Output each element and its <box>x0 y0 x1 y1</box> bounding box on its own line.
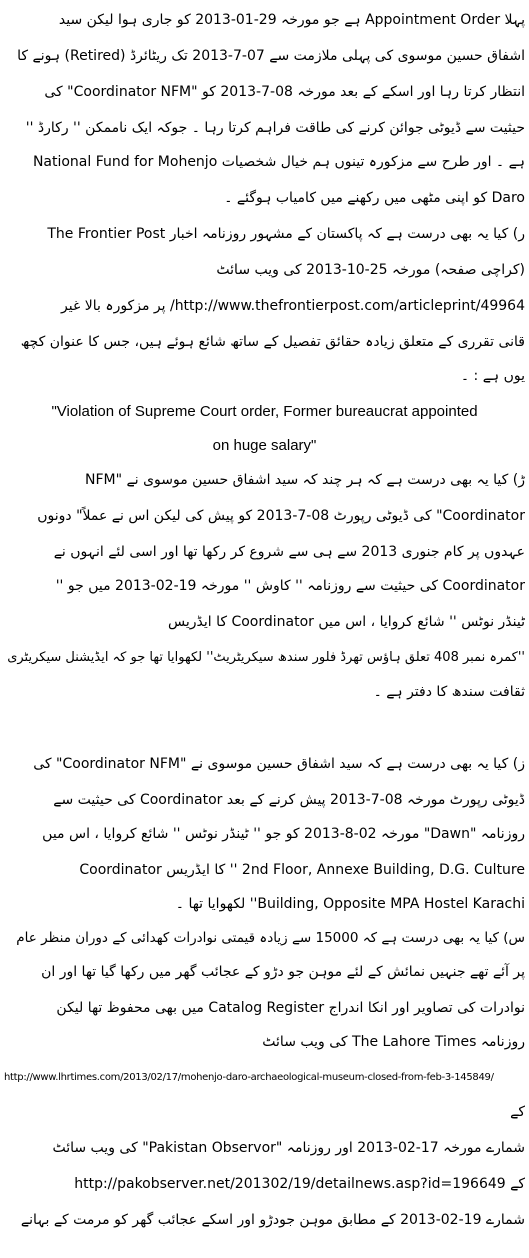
text-line: ٹینڈر نوٹس '' شائع کروایا ، اس میں Coordinator کا ایڈریس <box>167 614 525 630</box>
text-line-with-link: کے http://pakobserver.net/201302/19/detailnews.asp?id=196649 <box>74 1176 525 1192</box>
text-line: Coordinator کی حیثیت سے روزنامہ '' کاوش '' مورخہ 19-02-2013 میں جو '' <box>55 578 525 594</box>
quoted-headline-line: "Violation of Supreme Court order, Former bureaucrat appointed <box>51 403 478 420</box>
text-line: پر آئے تھے جنہیں نمائش کے لئے موہن جو دڑو کے عجائب گھر میں رکھا گیا تھا اور ان <box>41 964 525 980</box>
lahore-times-link[interactable]: http://www.lhrtimes.com/2013/02/17/mohenjo-daro-archaeological-museum-closed-from-feb-3-145849/ <box>4 1072 494 1083</box>
text-line: ڈیوٹی رپورٹ مورخہ 08-7-2013 پیش کرنے کے بعد Coordinator کی حیثیت سے <box>53 792 525 808</box>
text-line: شمارے مورخہ 17-02-2013 اور روزنامہ "Pakistan Observor" کی ویب سائٹ <box>52 1140 525 1156</box>
text-line: 2nd Floor, Annexe Building, D.G. Culture '' کا ایڈریس Coordinator <box>79 862 525 878</box>
text-line-with-link: http://www.thefrontierpost.com/articleprint/49964/ پر مزکورہ بالا غیر <box>61 298 525 314</box>
text-line: حیثیت سے ڈیوٹی جوائن کرنے کی طاقت فراہم کرتا رہا ۔ جوکہ ایک ناممکن '' رکارڈ '' <box>25 120 525 136</box>
text-line: پہلا Appointment Order ہے جو مورخہ 29-01-2013 کو جاری ہوا لیکن سید <box>58 12 525 28</box>
text-line: نوادرات کی تصاویر اور انکا اندراج Catalog Register میں بھی محفوظ تھا لیکن <box>56 1000 525 1016</box>
text-line: ثقافت سندھ کا دفتر ہے ۔ <box>373 684 525 700</box>
text-line: روزنامہ The Lahore Times کی ویب سائٹ <box>262 1034 525 1050</box>
text-line: Daro کو اپنی مٹھی میں رکھنے میں کامیاب ہوگئے ۔ <box>224 190 525 206</box>
text-line: Building, Opposite MPA Hostel Karachi'' لکھوایا تھا ۔ <box>175 896 525 912</box>
text-line: روزنامہ "Dawn" مورخہ 02-8-2013 کو جو '' ٹینڈر نوٹس '' شائع کروایا ، اس میں <box>42 826 525 842</box>
text-line: قانی تقرری کے متعلق زیادہ حقائق تفصیل کے ساتھ شائع ہوئے ہیں، جس کا عنوان کچھ <box>20 334 525 350</box>
text-line: (کراچی صفحہ) مورخہ 25-10-2013 کی ویب سائٹ <box>216 262 525 278</box>
text-line: انتظار کرتا رہا اور اسکے کے بعد مورخہ 08-7-2013 کو "Coordinator NFM" کی <box>44 84 525 100</box>
quoted-headline-line: on huge salary" <box>212 437 317 454</box>
text-line: ر) کیا یہ بھی درست ہے کہ پاکستان کے مشہور روزنامہ اخبار The Frontier Post <box>47 226 525 242</box>
text-line: یوں ہے : ۔ <box>460 368 525 384</box>
text-line: س) کیا یہ بھی درست ہے کہ 15000 سے زیادہ قیمتی نوادرات کھدائی کے دوران منظر عام <box>16 930 525 946</box>
text-line: ''کمرہ نمبر 408 تعلق ہاؤس تھرڈ فلور سندھ سیکریٹریٹ'' لکھوایا تھا جو کہ ایڈیشنل سیکریٹری <box>7 650 525 665</box>
text-line: کے <box>510 1104 525 1120</box>
text-line: ز) کیا یہ بھی درست ہے کہ سید اشفاق حسین موسوی نے "Coordinator NFM" کی <box>33 756 525 772</box>
text-line: شمارے 19-02-2013 کے مطابق موہن جودڑو اور اسکے عجائب گھر کو مرمت کے بہانے <box>20 1212 525 1228</box>
text-line: Coordinator" کی ڈیوٹی رپورٹ 08-7-2013 کو پیش کی لیکن اس نے عملاً" دونوں <box>37 508 525 524</box>
text-line: ڑ) کیا یہ بھی درست ہے کہ ہر چند کہ سید اشفاق حسین موسوی نے "NFM <box>85 472 525 488</box>
text-line: ہے ۔ اور طرح سے مزکورہ تینوں ہم خیال شخصیات National Fund for Mohenjo <box>32 154 525 170</box>
text-line: عہدوں پر کام جنوری 2013 سے ہی سے شروع کر رکھا تھا اور اسی لئے انہوں نے <box>53 544 525 560</box>
text-line: اشفاق حسین موسوی کی پہلی ملازمت سے 07-7-2013 تک ریٹائرڈ (Retired) ہونے کا <box>17 48 525 64</box>
